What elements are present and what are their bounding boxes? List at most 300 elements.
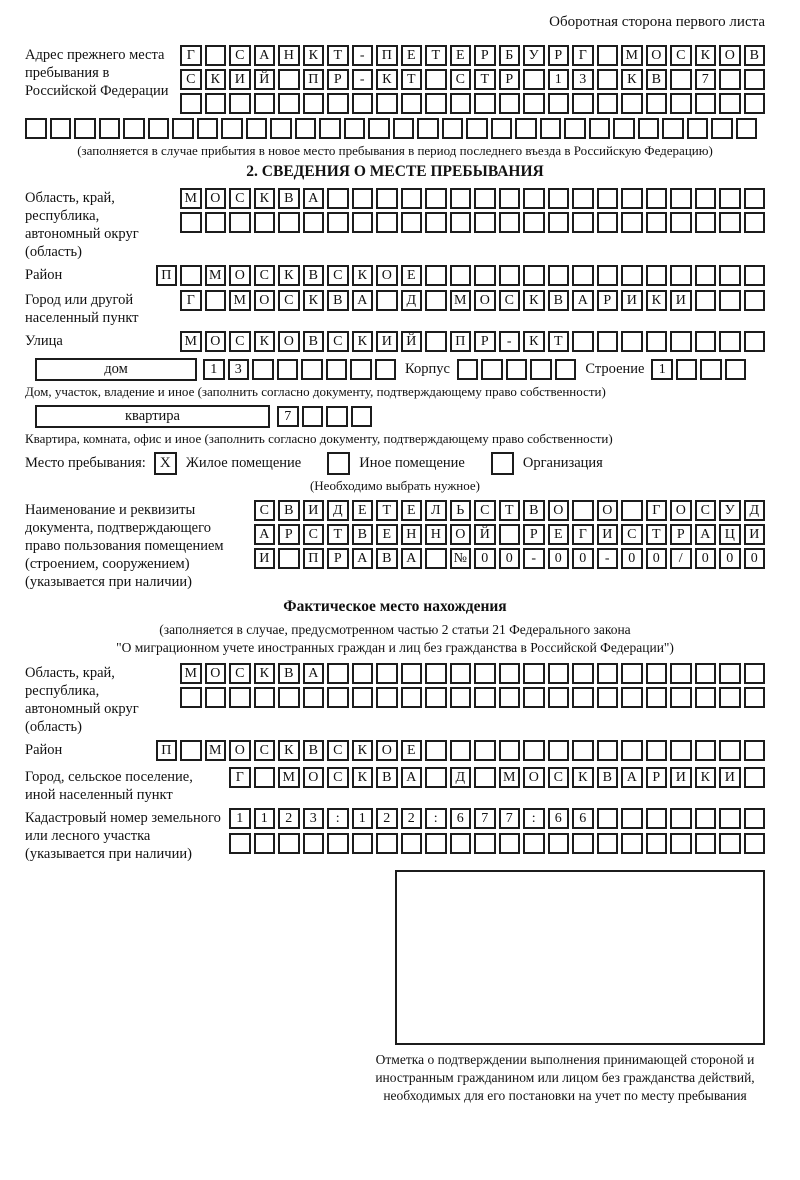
char-box (597, 833, 619, 854)
char-box (548, 663, 570, 684)
char-box (695, 212, 717, 233)
char-box (254, 212, 276, 233)
char-box: 0 (474, 548, 496, 569)
char-box (719, 69, 741, 90)
char-box: Т (401, 69, 423, 90)
corner-note: Оборотная сторона первого листа (549, 14, 765, 30)
char-box (180, 687, 202, 708)
cadastral-row-1 (229, 808, 765, 829)
street-field (25, 331, 765, 352)
char-box (491, 118, 513, 139)
char-box: Т (499, 500, 521, 521)
char-box: 2 (376, 808, 398, 829)
prev-address-row-4 (25, 118, 765, 139)
char-box (450, 93, 472, 114)
char-box (474, 93, 496, 114)
char-box (523, 265, 545, 286)
char-box (401, 663, 423, 684)
char-box (646, 740, 668, 761)
char-box (695, 808, 717, 829)
char-box: К (523, 331, 545, 352)
char-box (327, 687, 349, 708)
char-box: В (303, 265, 325, 286)
char-box (523, 687, 545, 708)
char-box (700, 359, 722, 380)
char-box (548, 212, 570, 233)
char-box: С (327, 740, 349, 761)
char-box (695, 265, 717, 286)
char-box: 6 (450, 808, 472, 829)
char-box (621, 687, 643, 708)
char-box (597, 687, 619, 708)
char-box: В (376, 548, 398, 569)
char-box: К (303, 45, 325, 66)
actual-city-field (25, 767, 765, 804)
char-box: В (327, 290, 349, 311)
char-box: К (278, 265, 300, 286)
document-label: Наименование и реквизиты документа, подтверждающего право пользования помещением (строением, сооружением) (указывается при наличии) (25, 502, 224, 590)
char-box: Р (523, 524, 545, 545)
char-box: О (303, 767, 325, 788)
document-grid (254, 500, 766, 569)
region-row-2 (180, 212, 765, 233)
char-box: О (523, 767, 545, 788)
region-field (25, 188, 765, 261)
prev-address-row-1 (180, 45, 765, 66)
char-box (254, 833, 276, 854)
char-box (205, 212, 227, 233)
char-box: Е (401, 740, 423, 761)
stay-type-option-residential: Жилое помещение (185, 455, 302, 471)
char-box (278, 687, 300, 708)
char-box: 6 (548, 808, 570, 829)
char-box (744, 767, 766, 788)
char-box (744, 687, 766, 708)
stay-type-checkbox-organization (491, 452, 514, 475)
char-box: 7 (499, 808, 521, 829)
char-box: 1 (651, 359, 673, 380)
char-box: О (205, 663, 227, 684)
char-box (548, 740, 570, 761)
char-box (621, 500, 643, 521)
char-box: Г (572, 45, 594, 66)
char-box: № (450, 548, 472, 569)
char-box (744, 331, 766, 352)
char-box: - (523, 548, 545, 569)
char-box (350, 359, 372, 380)
char-box (621, 833, 643, 854)
char-box: С (670, 45, 692, 66)
actual-location-title: Фактическое место нахождения (283, 598, 507, 615)
char-box: А (401, 548, 423, 569)
char-box: А (254, 45, 276, 66)
char-box (254, 93, 276, 114)
char-box (744, 808, 766, 829)
char-box (425, 687, 447, 708)
char-box (450, 687, 472, 708)
char-box (450, 188, 472, 209)
char-box (499, 740, 521, 761)
char-box: 2 (401, 808, 423, 829)
stay-type-option-other: Иное помещение (359, 455, 465, 471)
char-box: М (278, 767, 300, 788)
char-box (499, 265, 521, 286)
char-box: У (523, 45, 545, 66)
char-box (376, 687, 398, 708)
char-box: 3 (228, 359, 250, 380)
char-box: 6 (572, 808, 594, 829)
char-box (548, 188, 570, 209)
char-box (205, 290, 227, 311)
char-box: Т (327, 45, 349, 66)
char-box: О (719, 45, 741, 66)
char-box: 0 (499, 548, 521, 569)
char-box (564, 118, 586, 139)
char-box: К (254, 188, 276, 209)
char-box: П (303, 69, 325, 90)
actual-district-label: Район (25, 742, 63, 758)
char-box (719, 740, 741, 761)
char-box: И (229, 69, 251, 90)
char-box (401, 833, 423, 854)
actual-region-grid (180, 663, 765, 708)
char-box (180, 740, 202, 761)
char-box: К (695, 767, 717, 788)
char-box: В (303, 740, 325, 761)
char-box: В (278, 663, 300, 684)
char-box (744, 833, 766, 854)
char-box: 0 (646, 548, 668, 569)
char-box (695, 331, 717, 352)
apartment-row (35, 405, 765, 428)
char-box: М (205, 265, 227, 286)
char-box (719, 331, 741, 352)
char-box (327, 212, 349, 233)
city-label: Город или другой населенный пункт (25, 292, 139, 326)
char-box: И (670, 767, 692, 788)
char-box: И (719, 767, 741, 788)
char-box (530, 359, 552, 380)
char-box (376, 188, 398, 209)
char-box: Г (229, 767, 251, 788)
char-box (719, 212, 741, 233)
char-box: А (621, 767, 643, 788)
char-box (646, 687, 668, 708)
char-box (597, 45, 619, 66)
char-box: 2 (278, 808, 300, 829)
char-box (499, 663, 521, 684)
char-box: С (229, 188, 251, 209)
char-box (474, 833, 496, 854)
char-box: К (303, 290, 325, 311)
char-box (327, 188, 349, 209)
char-box: Р (474, 331, 496, 352)
char-box: В (376, 767, 398, 788)
char-box: - (352, 45, 374, 66)
char-box: 1 (229, 808, 251, 829)
cadastral-grid (229, 808, 765, 854)
char-box (99, 118, 121, 139)
char-box: М (180, 188, 202, 209)
char-box (744, 290, 766, 311)
char-box: К (572, 767, 594, 788)
char-box (621, 331, 643, 352)
char-box (597, 265, 619, 286)
char-box (646, 93, 668, 114)
char-box (401, 212, 423, 233)
char-box: К (352, 767, 374, 788)
char-box (246, 118, 268, 139)
char-box: И (670, 290, 692, 311)
char-box (638, 118, 660, 139)
char-box: О (205, 188, 227, 209)
char-box: А (303, 663, 325, 684)
char-box: Н (401, 524, 423, 545)
char-box (670, 69, 692, 90)
char-box (719, 663, 741, 684)
prev-address-row-3 (180, 93, 765, 114)
street-row (180, 331, 765, 352)
char-box (670, 212, 692, 233)
char-box: С (621, 524, 643, 545)
char-box: Е (401, 500, 423, 521)
char-box: К (376, 69, 398, 90)
char-box: М (205, 740, 227, 761)
char-box (736, 118, 758, 139)
char-box (744, 188, 766, 209)
stay-type-option-organization: Организация (522, 455, 603, 471)
char-box (229, 687, 251, 708)
char-box (474, 663, 496, 684)
char-box: О (254, 290, 276, 311)
char-box (474, 212, 496, 233)
char-box: Е (401, 45, 423, 66)
region-label: Область, край, республика, автономный округ (область) (25, 190, 139, 260)
char-box: - (499, 331, 521, 352)
char-box: Т (327, 524, 349, 545)
char-box (540, 118, 562, 139)
actual-region-field (25, 663, 765, 736)
char-box: И (303, 500, 325, 521)
char-box (589, 118, 611, 139)
char-box (597, 188, 619, 209)
char-box (646, 663, 668, 684)
char-box (523, 93, 545, 114)
char-box (621, 663, 643, 684)
char-box (270, 118, 292, 139)
char-box (621, 93, 643, 114)
char-box: С (229, 331, 251, 352)
char-box (523, 740, 545, 761)
char-box (676, 359, 698, 380)
char-box (597, 808, 619, 829)
char-box: И (621, 290, 643, 311)
char-box: С (229, 45, 251, 66)
char-box (417, 118, 439, 139)
char-box: А (401, 767, 423, 788)
char-box: С (278, 290, 300, 311)
char-box: И (376, 331, 398, 352)
char-box: 1 (203, 359, 225, 380)
char-box (401, 93, 423, 114)
char-box: О (376, 265, 398, 286)
char-box (327, 93, 349, 114)
char-box: Р (499, 69, 521, 90)
char-box (352, 833, 374, 854)
char-box (597, 663, 619, 684)
char-box: С (229, 663, 251, 684)
char-box: Р (646, 767, 668, 788)
char-box (744, 69, 766, 90)
char-box (523, 212, 545, 233)
char-box (466, 118, 488, 139)
district-field (25, 265, 765, 286)
char-box: М (229, 290, 251, 311)
char-box: Б (499, 45, 521, 66)
char-box: Р (548, 45, 570, 66)
char-box (352, 93, 374, 114)
char-box: С (327, 331, 349, 352)
char-box (523, 69, 545, 90)
char-box: С (695, 500, 717, 521)
char-box (695, 663, 717, 684)
char-box (572, 212, 594, 233)
char-box (687, 118, 709, 139)
char-box: Е (401, 265, 423, 286)
char-box (523, 188, 545, 209)
document-field (25, 500, 765, 591)
char-box: Л (425, 500, 447, 521)
char-box (719, 290, 741, 311)
char-box (351, 406, 373, 427)
char-box: Г (180, 45, 202, 66)
char-box (442, 118, 464, 139)
char-box: Е (352, 500, 374, 521)
char-box (670, 808, 692, 829)
char-box: К (352, 740, 374, 761)
prev-address-label: Адрес прежнего места пребывания в Российской Федерации (25, 47, 169, 99)
char-box: А (352, 290, 374, 311)
char-box (474, 687, 496, 708)
char-box: А (254, 524, 276, 545)
char-box (180, 93, 202, 114)
char-box: К (254, 663, 276, 684)
char-box: В (744, 45, 766, 66)
char-box: В (523, 500, 545, 521)
char-box (278, 93, 300, 114)
char-box: 1 (352, 808, 374, 829)
actual-district-row (156, 740, 766, 761)
document-row-2 (254, 524, 766, 545)
char-box: 0 (621, 548, 643, 569)
char-box (450, 265, 472, 286)
char-box: О (229, 740, 251, 761)
char-box: К (621, 69, 643, 90)
char-box (725, 359, 747, 380)
char-box (744, 212, 766, 233)
char-box: О (278, 331, 300, 352)
char-box: П (303, 548, 325, 569)
char-box: О (205, 331, 227, 352)
char-box: В (303, 331, 325, 352)
char-box (25, 118, 47, 139)
char-box: К (646, 290, 668, 311)
char-box (278, 212, 300, 233)
char-box: 1 (254, 808, 276, 829)
char-box (425, 740, 447, 761)
char-box (450, 740, 472, 761)
actual-region-label: Область, край, республика, автономный округ (область) (25, 665, 139, 735)
stamp-caption: Отметка о подтверждении выполнения принимающей стороной и иностранным гражданином или лицом без гражданства действий, необходимых для его постановки на учет по месту пребывания (375, 1052, 755, 1103)
char-box (597, 212, 619, 233)
char-box: Г (646, 500, 668, 521)
char-box: Р (327, 548, 349, 569)
char-box: Д (401, 290, 423, 311)
char-box (205, 687, 227, 708)
house-widebox: дом (35, 358, 197, 381)
char-box (719, 265, 741, 286)
char-box: : (327, 808, 349, 829)
stamp-box (395, 870, 765, 1045)
char-box (572, 663, 594, 684)
char-box (254, 767, 276, 788)
char-box (352, 188, 374, 209)
char-box: 7 (695, 69, 717, 90)
char-box: С (327, 265, 349, 286)
char-box: 7 (474, 808, 496, 829)
char-box (425, 265, 447, 286)
actual-region-row-2 (180, 687, 765, 708)
char-box (515, 118, 537, 139)
actual-location-caption-2: "О миграционном учете иностранных граждан и лиц без гражданства в Российской Федерации") (116, 640, 674, 655)
char-box: М (621, 45, 643, 66)
char-box (278, 548, 300, 569)
char-box: В (646, 69, 668, 90)
char-box: В (278, 500, 300, 521)
char-box: И (597, 524, 619, 545)
char-box (352, 687, 374, 708)
char-box (719, 687, 741, 708)
char-box (670, 833, 692, 854)
char-box: У (719, 500, 741, 521)
char-box (172, 118, 194, 139)
char-box (352, 212, 374, 233)
char-box (621, 740, 643, 761)
char-box (376, 833, 398, 854)
actual-location-caption-1: (заполняется в случае, предусмотренном частью 2 статьи 21 Федерального закона (159, 622, 631, 637)
section2-title: 2. СВЕДЕНИЯ О МЕСТЕ ПРЕБЫВАНИЯ (246, 163, 544, 180)
char-box (621, 808, 643, 829)
prev-address-block (25, 45, 765, 114)
actual-district-field (25, 740, 765, 761)
char-box (425, 188, 447, 209)
char-box (474, 188, 496, 209)
char-box: А (303, 188, 325, 209)
char-box: М (450, 290, 472, 311)
char-box: : (425, 808, 447, 829)
char-box (457, 359, 479, 380)
char-box (597, 740, 619, 761)
char-box: Д (450, 767, 472, 788)
char-box: С (450, 69, 472, 90)
char-box (572, 265, 594, 286)
char-box (744, 93, 766, 114)
char-box: О (597, 500, 619, 521)
char-box (572, 93, 594, 114)
char-box (393, 118, 415, 139)
char-box: 0 (695, 548, 717, 569)
char-box (711, 118, 733, 139)
